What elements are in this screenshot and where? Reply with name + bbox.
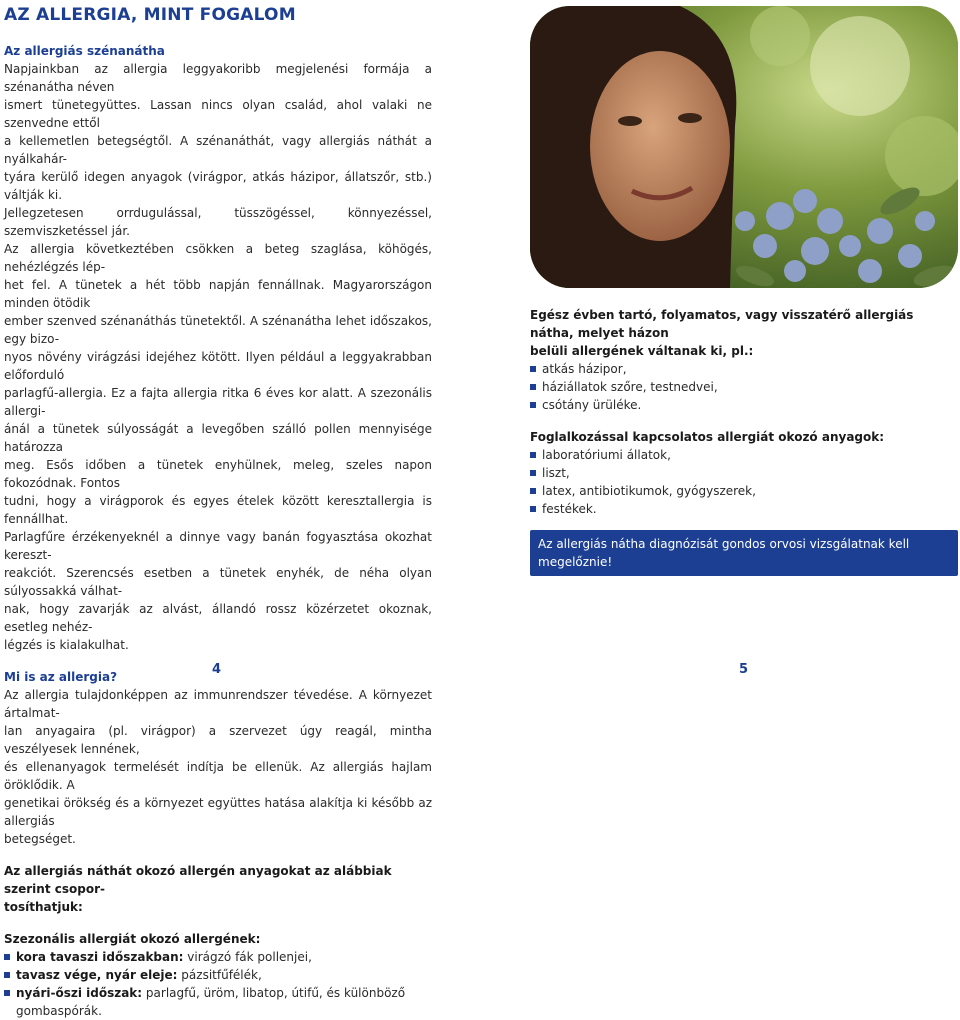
text-line: betegséget. [4, 832, 76, 846]
text-line: Parlagfűre érzékenyeknél a dinnye vagy banán fogyasztása okozhat kereszt- [4, 530, 432, 562]
text-line: tosíthatjuk: [4, 900, 83, 914]
year-round-allergens-list [530, 360, 958, 414]
list-item: csótány ürüléke. [530, 396, 958, 414]
left-column [4, 42, 432, 1020]
text-line: reakciót. Szerencsés esetben a tünetek enyhék, de néha olyan súlyossakká válhat- [4, 566, 432, 598]
text-line: ánál a tünetek súlyosságát a levegőben szálló pollen mennyisége határozza [4, 422, 432, 454]
list-item: festékek. [530, 500, 958, 518]
section-heading-what-is-allergy: Mi is az allergia? [4, 670, 118, 684]
page-number-right: 5 [739, 662, 749, 677]
what-is-allergy-paragraph [4, 686, 432, 848]
allergen-grouping-intro [4, 862, 432, 916]
text-line: ember szenved szénanáthás tünetektől. A szénanátha lehet időszakos, egy bizo- [4, 314, 432, 346]
seasonal-allergens-list [4, 948, 432, 1020]
text-line: Napjainkban az allergia leggyakoribb megjelenési formája a szénanátha néven [4, 62, 432, 94]
photo-illustration [530, 6, 958, 288]
list-item-label: tavasz vége, nyár eleje: [16, 968, 178, 982]
text-line: és ellenanyagok termelését indítja be ellenük. Az allergiás hajlam öröklődik. A [4, 760, 432, 792]
section-heading-hay-fever: Az allergiás szénanátha [4, 44, 165, 58]
list-item: laboratóriumi állatok, [530, 446, 958, 464]
text-line: tyára kerülő idegen anyagok (virágpor, atkás házipor, állatszőr, stb.) váltják ki. [4, 170, 432, 202]
occupational-allergens-list [530, 446, 958, 518]
hay-fever-paragraph [4, 60, 432, 654]
list-item-label: nyári-őszi időszak: [16, 986, 143, 1000]
page-number-left: 4 [212, 662, 222, 677]
text-line: nyos növény virágzási idejéhez kötött. Ilyen például a leggyakrabban előforduló [4, 350, 432, 382]
page-title: AZ ALLERGIA, MINT FOGALOM [4, 5, 296, 25]
text-line: légzés is kialakulhat. [4, 638, 129, 652]
text-line: Az allergiás náthát okozó allergén anyagokat az alábbiak szerint csopor- [4, 864, 392, 896]
list-item: atkás házipor, [530, 360, 958, 378]
text-line: belüli allergének váltanak ki, pl.: [530, 344, 754, 358]
text-line: het fel. A tünetek a hét több napján fennállnak. Magyarországon minden ötödik [4, 278, 432, 310]
text-line: lan anyagaira (pl. virágpor) a szervezet úgy reagál, mintha veszélyesek lennének, [4, 724, 432, 756]
list-item: liszt, [530, 464, 958, 482]
text-line: nak, hogy zavarják az alvást, állandó rossz közérzetet okoznak, esetleg nehéz- [4, 602, 432, 634]
list-item [4, 966, 432, 984]
text-line: tudni, hogy a virágporok és egyes ételek között keresztallergia is fennállhat. [4, 494, 432, 526]
woman-smelling-flowers-photo [530, 6, 958, 288]
text-line: genetikai örökség és a környezet együttes hatása alakítja ki később az allergiás [4, 796, 432, 828]
seasonal-allergens-heading: Szezonális allergiát okozó allergének: [4, 932, 261, 946]
list-item: latex, antibiotikumok, gyógyszerek, [530, 482, 958, 500]
right-column [530, 306, 958, 576]
text-line: a kellemetlen betegségtől. A szénanáthát, vagy allergiás náthát a nyálkahár- [4, 134, 432, 166]
text-line: ismert tünetegyüttes. Lassan nincs olyan család, ahol valaki ne szenvedne ettől [4, 98, 432, 130]
text-line: Jellegzetesen orrdugulással, tüsszögéssel, könnyezéssel, szemviszketéssel jár. [4, 206, 432, 238]
year-round-allergy-heading [530, 306, 958, 360]
list-item-text: virágzó fák pollenjei, [183, 950, 312, 964]
list-item [4, 948, 432, 966]
text-line: Az allergia következtében csökken a beteg szaglása, köhögés, nehézlégzés lép- [4, 242, 432, 274]
list-item-text: pázsitfűfélék, [177, 968, 262, 982]
text-line: parlagfű-allergia. Ez a fajta allergia ritka 6 éves kor alatt. A szezonális allergi- [4, 386, 432, 418]
text-line: meg. Esős időben a tünetek enyhülnek, meleg, szeles napon fokozódnak. Fontos [4, 458, 432, 490]
occupational-allergens-heading: Foglalkozással kapcsolatos allergiát okozó anyagok: [530, 430, 885, 444]
text-line: Egész évben tartó, folyamatos, vagy visszatérő allergiás nátha, melyet házon [530, 308, 914, 340]
diagnosis-banner: Az allergiás nátha diagnózisát gondos orvosi vizsgálatnak kell megelőznie! [530, 530, 958, 576]
list-item-text: parlagfű, üröm, libatop, útifű, és különböző gombaspórák. [16, 986, 406, 1018]
text-line: Az allergia tulajdonképpen az immunrendszer tévedése. A környezet ártalmat- [4, 688, 432, 720]
list-item: háziállatok szőre, testnedvei, [530, 378, 958, 396]
list-item [4, 984, 432, 1020]
list-item-label: kora tavaszi időszakban: [16, 950, 184, 964]
